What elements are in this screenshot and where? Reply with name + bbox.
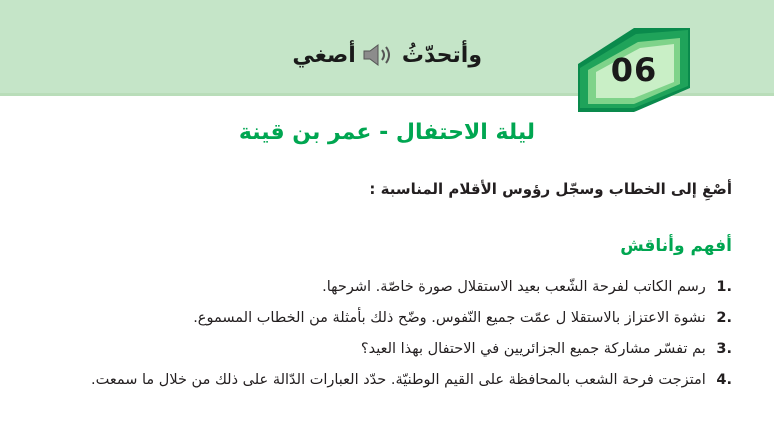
- page-title-part2: وأتحدّثُ: [401, 42, 482, 68]
- question-text: امتزجت فرحة الشعب بالمحافظة على القيم الوطنيّة. حدّد العبارات الدّالة على ذلك من خلال ما سمعت.: [91, 372, 706, 388]
- question-text: بم تفسّر مشاركة جميع الجزائريين في الاحتفال بهذا العيد؟: [360, 341, 706, 357]
- section-title: أفهم وأناقش: [620, 236, 732, 256]
- question-text: نشوة الاعتزاز بالاستقلا ل عمّت جميع النّفوس. وضّح ذلك بأمثلة من الخطاب المسموع.: [193, 310, 706, 326]
- questions-list: [32, 272, 732, 396]
- page-title-part1: أصغي: [292, 42, 356, 68]
- list-item: [32, 365, 732, 396]
- lesson-number: 06: [610, 51, 658, 89]
- list-item: [32, 272, 732, 303]
- page-title: [292, 42, 482, 68]
- question-number: .1: [716, 279, 732, 295]
- speaker-icon: [362, 42, 396, 68]
- question-text: رسم الكاتب لفرحة الشّعب بعيد الاستقلال صورة خاصّة. اشرحها.: [322, 279, 706, 295]
- lesson-subtitle: ليلة الاحتفال - عمر بن قينة: [238, 120, 536, 145]
- lesson-number-tab: [578, 28, 690, 112]
- list-item: [32, 303, 732, 334]
- question-number: .2: [716, 310, 732, 326]
- list-item: [32, 334, 732, 365]
- listening-instruction: أصْغِ إلى الخطاب وسجّل رؤوس الأقلام المناسبة :: [369, 180, 732, 198]
- question-number: .3: [716, 341, 732, 357]
- question-number: .4: [716, 372, 732, 388]
